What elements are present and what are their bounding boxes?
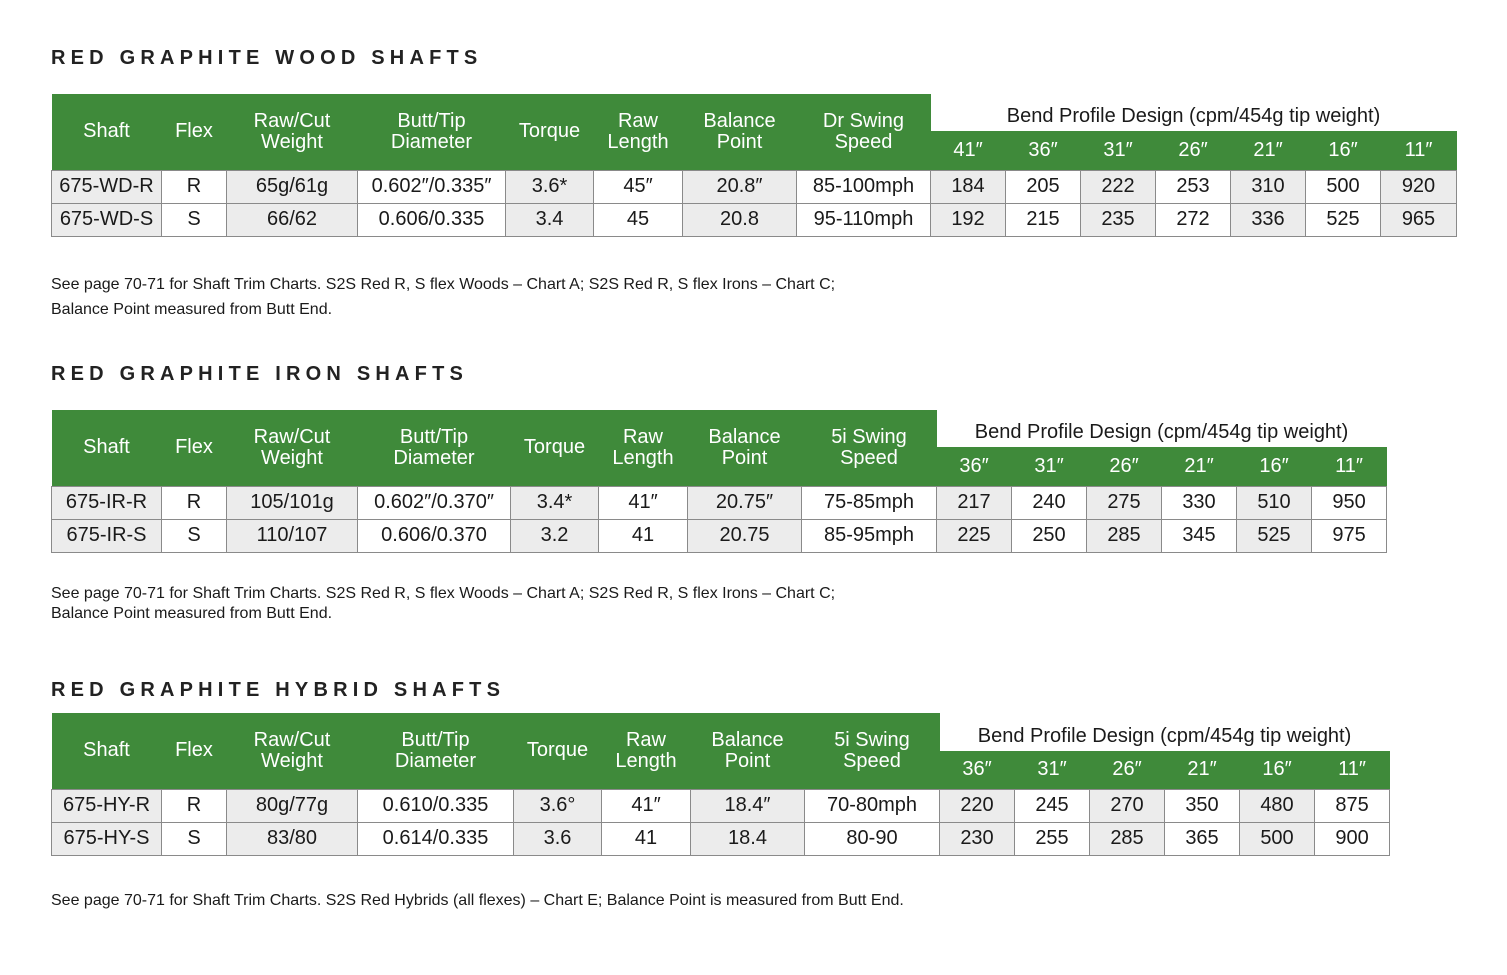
profile-header: 41″ (931, 131, 1006, 170)
col-header-flex: Flex (162, 713, 227, 789)
cell-balance: 20.8 (683, 203, 797, 236)
col-header-diameter: Butt/Tip Diameter (358, 713, 514, 789)
cell-diameter: 0.614/0.335 (358, 822, 514, 855)
cell-weight: 105/101g (227, 486, 358, 519)
profile-header: 31″ (1081, 131, 1156, 170)
wood-note-line-1: See page 70-71 for Shaft Trim Charts. S2S Red R, S flex Woods – Chart A; S2S Red R, S flex Irons – Chart C; (51, 276, 836, 293)
profile-header: 31″ (1015, 751, 1090, 789)
hybrid-note-line-1: See page 70-71 for Shaft Trim Charts. S2S Red Hybrids (all flexes) – Chart E; Balance Point is measured from Butt End. (51, 892, 904, 909)
cell-torque: 3.2 (511, 519, 599, 552)
cell-speed: 70-80mph (805, 789, 940, 822)
cell-profile: 500 (1306, 170, 1381, 203)
wood-shafts-section (51, 45, 1457, 237)
cell-flex: R (162, 486, 227, 519)
cell-profile: 330 (1162, 486, 1237, 519)
cell-profile: 250 (1012, 519, 1087, 552)
cell-length: 41″ (599, 486, 688, 519)
cell-profile: 217 (937, 486, 1012, 519)
profile-header: 16″ (1237, 447, 1312, 486)
cell-balance: 20.75″ (688, 486, 802, 519)
cell-flex: S (162, 822, 227, 855)
cell-balance: 18.4″ (691, 789, 805, 822)
col-header-balance: Balance Point (691, 713, 805, 789)
cell-weight: 65g/61g (227, 170, 358, 203)
col-header-flex: Flex (162, 94, 227, 170)
bend-profile-title: Bend Profile Design (cpm/454g tip weight) (931, 94, 1457, 131)
col-header-flex: Flex (162, 410, 227, 486)
table-row (52, 486, 1387, 519)
col-header-diameter: Butt/Tip Diameter (358, 410, 511, 486)
profile-header: 16″ (1240, 751, 1315, 789)
cell-profile: 222 (1081, 170, 1156, 203)
cell-profile: 192 (931, 203, 1006, 236)
cell-profile: 285 (1090, 822, 1165, 855)
table-row (52, 170, 1457, 203)
profile-header: 11″ (1315, 751, 1390, 789)
cell-profile: 205 (1006, 170, 1081, 203)
cell-profile: 900 (1315, 822, 1390, 855)
cell-diameter: 0.602″/0.370″ (358, 486, 511, 519)
cell-length: 41 (599, 519, 688, 552)
bend-profile-title: Bend Profile Design (cpm/454g tip weight) (940, 713, 1390, 751)
cell-torque: 3.6* (506, 170, 594, 203)
cell-profile: 500 (1240, 822, 1315, 855)
profile-header: 21″ (1162, 447, 1237, 486)
cell-diameter: 0.606/0.335 (358, 203, 506, 236)
cell-profile: 365 (1165, 822, 1240, 855)
cell-weight: 110/107 (227, 519, 358, 552)
cell-length: 45 (594, 203, 683, 236)
table-row (52, 789, 1390, 822)
cell-weight: 66/62 (227, 203, 358, 236)
iron-shafts-table (51, 410, 1387, 553)
cell-speed: 85-100mph (797, 170, 931, 203)
cell-diameter: 0.610/0.335 (358, 789, 514, 822)
cell-profile: 336 (1231, 203, 1306, 236)
cell-profile: 225 (937, 519, 1012, 552)
cell-profile: 270 (1090, 789, 1165, 822)
section-title: RED GRAPHITE IRON SHAFTS (51, 363, 469, 385)
profile-header: 11″ (1381, 131, 1457, 170)
col-header-speed: 5i Swing Speed (802, 410, 937, 486)
hybrid-shafts-table (51, 713, 1390, 856)
profile-header: 36″ (937, 447, 1012, 486)
cell-profile: 230 (940, 822, 1015, 855)
table-row (52, 822, 1390, 855)
cell-torque: 3.4 (506, 203, 594, 236)
cell-profile: 920 (1381, 170, 1457, 203)
profile-header: 16″ (1306, 131, 1381, 170)
cell-profile: 875 (1315, 789, 1390, 822)
col-header-shaft: Shaft (52, 410, 162, 486)
profile-header: 26″ (1156, 131, 1231, 170)
cell-profile: 525 (1306, 203, 1381, 236)
cell-shaft: 675-IR-S (52, 519, 162, 552)
cell-profile: 245 (1015, 789, 1090, 822)
bend-profile-title: Bend Profile Design (cpm/454g tip weight) (937, 410, 1387, 447)
cell-profile: 480 (1240, 789, 1315, 822)
cell-torque: 3.4* (511, 486, 599, 519)
cell-speed: 95-110mph (797, 203, 931, 236)
iron-shafts-section (51, 361, 1387, 553)
cell-profile: 345 (1162, 519, 1237, 552)
cell-profile: 184 (931, 170, 1006, 203)
cell-weight: 83/80 (227, 822, 358, 855)
cell-profile: 255 (1015, 822, 1090, 855)
cell-diameter: 0.606/0.370 (358, 519, 511, 552)
profile-header: 36″ (940, 751, 1015, 789)
profile-header: 26″ (1090, 751, 1165, 789)
hybrid-shafts-section (51, 677, 1390, 856)
col-header-torque: Torque (514, 713, 602, 789)
col-header-balance: Balance Point (688, 410, 802, 486)
cell-profile: 975 (1312, 519, 1387, 552)
cell-balance: 20.75 (688, 519, 802, 552)
cell-shaft: 675-HY-S (52, 822, 162, 855)
cell-profile: 235 (1081, 203, 1156, 236)
col-header-length: Raw Length (602, 713, 691, 789)
col-header-speed: Dr Swing Speed (797, 94, 931, 170)
col-header-balance: Balance Point (683, 94, 797, 170)
cell-torque: 3.6 (514, 822, 602, 855)
cell-shaft: 675-HY-R (52, 789, 162, 822)
cell-length: 45″ (594, 170, 683, 203)
cell-length: 41 (602, 822, 691, 855)
cell-torque: 3.6° (514, 789, 602, 822)
cell-diameter: 0.602″/0.335″ (358, 170, 506, 203)
col-header-speed: 5i Swing Speed (805, 713, 940, 789)
profile-header: 11″ (1312, 447, 1387, 486)
wood-note-line-2: Balance Point measured from Butt End. (51, 301, 333, 318)
cell-profile: 285 (1087, 519, 1162, 552)
iron-note-line-1: See page 70-71 for Shaft Trim Charts. S2S Red R, S flex Woods – Chart A; S2S Red R, S flex Irons – Chart C; (51, 585, 836, 602)
cell-profile: 272 (1156, 203, 1231, 236)
cell-flex: R (162, 170, 227, 203)
col-header-length: Raw Length (594, 94, 683, 170)
wood-shafts-table (51, 94, 1457, 237)
cell-profile: 275 (1087, 486, 1162, 519)
cell-speed: 85-95mph (802, 519, 937, 552)
col-header-weight: Raw/Cut Weight (227, 410, 358, 486)
cell-flex: R (162, 789, 227, 822)
cell-balance: 18.4 (691, 822, 805, 855)
cell-flex: S (162, 519, 227, 552)
col-header-shaft: Shaft (52, 713, 162, 789)
table-row (52, 203, 1457, 236)
profile-header: 26″ (1087, 447, 1162, 486)
cell-flex: S (162, 203, 227, 236)
col-header-diameter: Butt/Tip Diameter (358, 94, 506, 170)
cell-length: 41″ (602, 789, 691, 822)
col-header-weight: Raw/Cut Weight (227, 94, 358, 170)
col-header-torque: Torque (511, 410, 599, 486)
cell-profile: 220 (940, 789, 1015, 822)
profile-header: 36″ (1006, 131, 1081, 170)
cell-profile: 950 (1312, 486, 1387, 519)
col-header-length: Raw Length (599, 410, 688, 486)
section-title: RED GRAPHITE WOOD SHAFTS (51, 47, 483, 69)
section-title: RED GRAPHITE HYBRID SHAFTS (51, 679, 506, 701)
cell-profile: 350 (1165, 789, 1240, 822)
col-header-shaft: Shaft (52, 94, 162, 170)
profile-header: 21″ (1231, 131, 1306, 170)
cell-weight: 80g/77g (227, 789, 358, 822)
cell-profile: 215 (1006, 203, 1081, 236)
table-row (52, 519, 1387, 552)
cell-profile: 253 (1156, 170, 1231, 203)
cell-shaft: 675-WD-R (52, 170, 162, 203)
cell-profile: 525 (1237, 519, 1312, 552)
cell-shaft: 675-IR-R (52, 486, 162, 519)
cell-shaft: 675-WD-S (52, 203, 162, 236)
cell-balance: 20.8″ (683, 170, 797, 203)
profile-header: 21″ (1165, 751, 1240, 789)
cell-profile: 965 (1381, 203, 1457, 236)
iron-note-line-2: Balance Point measured from Butt End. (51, 605, 333, 622)
cell-speed: 80-90 (805, 822, 940, 855)
cell-profile: 240 (1012, 486, 1087, 519)
cell-profile: 310 (1231, 170, 1306, 203)
cell-speed: 75-85mph (802, 486, 937, 519)
col-header-weight: Raw/Cut Weight (227, 713, 358, 789)
profile-header: 31″ (1012, 447, 1087, 486)
col-header-torque: Torque (506, 94, 594, 170)
cell-profile: 510 (1237, 486, 1312, 519)
